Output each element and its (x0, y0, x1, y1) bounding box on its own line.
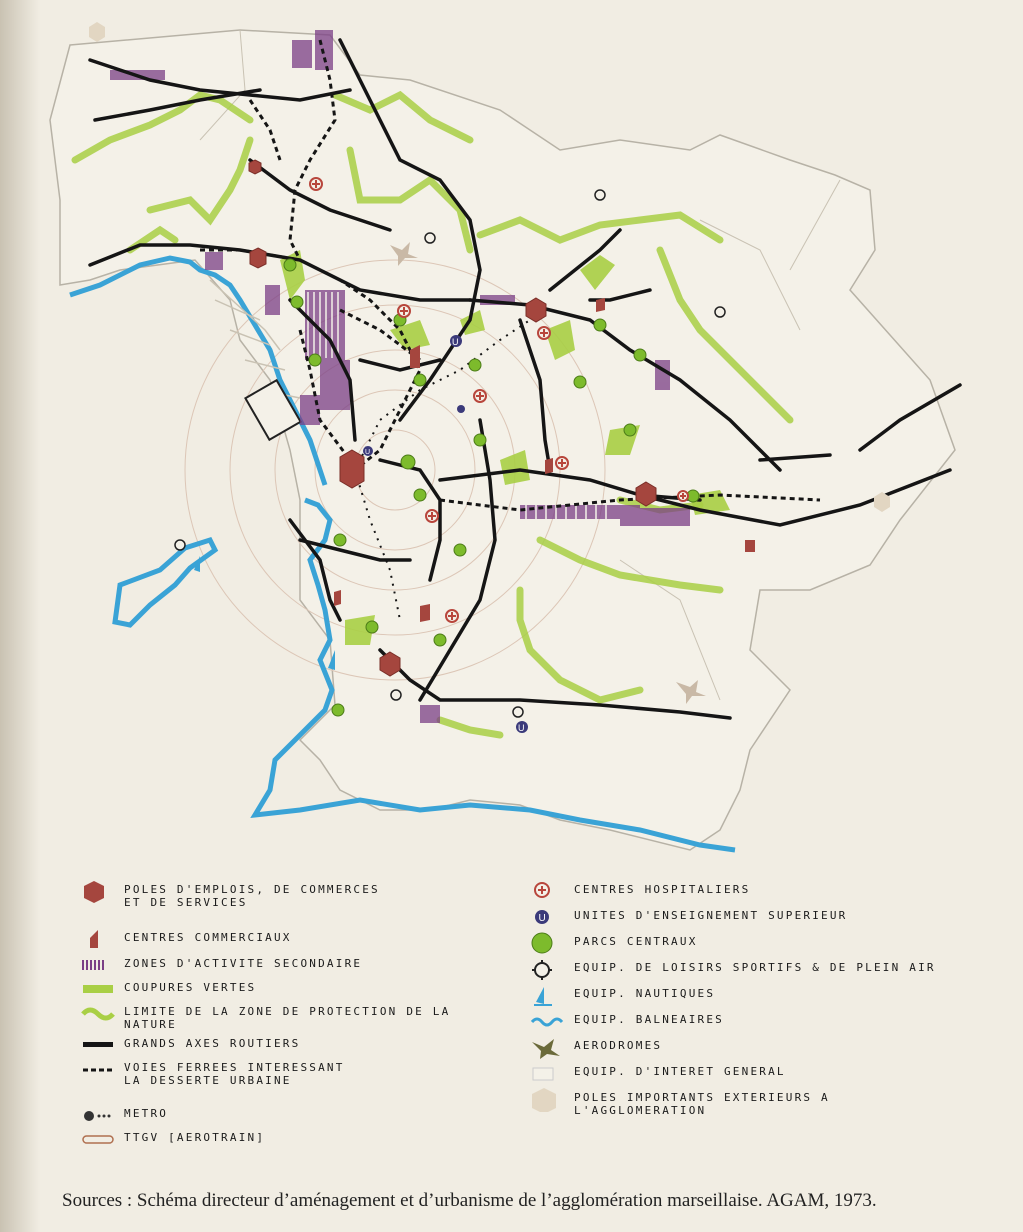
legend-item-metro (80, 1104, 520, 1128)
red-wedge-icon (80, 928, 124, 952)
legend-item-parks (530, 932, 970, 958)
hospital-1 (310, 178, 322, 190)
hospital-6 (446, 610, 458, 622)
pole-northwest (249, 160, 261, 174)
legend-label: GRANDS AXES ROUTIERS (124, 1037, 301, 1050)
university-4 (457, 405, 465, 413)
hospital-8 (678, 491, 688, 501)
legend-label: METRO (124, 1107, 169, 1120)
legend-item-roads (80, 1034, 520, 1058)
legend-label: UNITES D'ENSEIGNEMENT SUPERIEUR (574, 909, 848, 922)
svg-text:U: U (518, 723, 525, 733)
legend-label: EQUIP. D'INTERET GENERAL (574, 1065, 786, 1078)
legend-item-leisure (530, 958, 970, 984)
legend-item-rail (80, 1058, 520, 1104)
legend-item-commercial (80, 928, 520, 954)
sail-icon (530, 984, 574, 1008)
green-band-icon (80, 978, 124, 1002)
airplane-icon (530, 1036, 574, 1060)
metro-icon (80, 1104, 124, 1128)
green-disc-icon (530, 932, 574, 956)
purple-hatch-icon (80, 954, 124, 978)
hospital-cross-icon (530, 880, 574, 904)
green-wave-icon (80, 1002, 124, 1026)
legend-label: ZONES D'ACTIVITE SECONDAIRE (124, 957, 363, 970)
university-2 (363, 446, 373, 456)
sources-caption: Sources : Schéma directeur d’aménagement et d’urbanisme de l’agglomération marseillaise. AGAM, 1973. (62, 1190, 877, 1211)
svg-text:U: U (538, 913, 546, 924)
university-3 (516, 721, 528, 733)
pole-center (340, 450, 364, 488)
legend-label: PARCS CENTRAUX (574, 935, 698, 948)
legend-label: POLES IMPORTANTS EXTERIEURS A L'AGGLOMERATION (574, 1091, 830, 1117)
legend-item-activity (80, 954, 520, 978)
legend-item-ttgv (80, 1128, 520, 1152)
legend-label: TTGV [AEROTRAIN] (124, 1131, 266, 1144)
legend-item-university (530, 906, 970, 932)
svg-text:U: U (452, 337, 459, 347)
legend-item-airport (530, 1036, 970, 1062)
hospital-7 (556, 457, 568, 469)
legend-item-exterior (530, 1088, 970, 1128)
legend-label: CENTRES HOSPITALIERS (574, 883, 751, 896)
red-hexagon-icon (80, 880, 124, 904)
pole-north (250, 248, 266, 268)
legend-item-beach (530, 1010, 970, 1036)
hospital-3 (538, 327, 550, 339)
hospital-2 (398, 305, 410, 317)
legend-item-nautical (530, 984, 970, 1010)
university-1 (450, 335, 462, 347)
hospital-5 (426, 510, 438, 522)
legend-item-general (530, 1062, 970, 1088)
hospital-4 (474, 390, 486, 402)
legend-item-green (80, 978, 520, 1002)
exterior-pole-north (89, 22, 105, 42)
legend-label: EQUIP. DE LOISIRS SPORTIFS & DE PLEIN AIR (574, 961, 936, 974)
frioul-islands (115, 540, 215, 625)
black-line-icon (80, 1034, 124, 1058)
blank-box-icon (530, 1062, 574, 1086)
university-u-icon (530, 906, 574, 930)
legend-label: LIMITE DE LA ZONE DE PROTECTION DE LA NATURE (124, 1005, 451, 1031)
agglomeration-boundary (50, 30, 955, 850)
legend-item-hospital (530, 880, 970, 906)
legend-label: EQUIP. NAUTIQUES (574, 987, 716, 1000)
legend-label: VOIES FERREES INTERESSANT LA DESSERTE URBAINE (124, 1061, 345, 1087)
legend-label: AERODROMES (574, 1039, 663, 1052)
legend-label: COUPURES VERTES (124, 981, 257, 994)
legend-item-nature (80, 1002, 520, 1034)
beige-hexagon-icon (530, 1088, 574, 1112)
dashed-line-icon (80, 1058, 124, 1082)
svg-text:U: U (365, 449, 371, 456)
legend-label: POLES D'EMPLOIS, DE COMMERCES ET DE SERVICES (124, 883, 380, 909)
blue-wave-icon (530, 1010, 574, 1034)
legend-item-poles (80, 880, 520, 928)
double-line-icon (80, 1128, 124, 1152)
legend-left (80, 880, 520, 1152)
legend-label: EQUIP. BALNEAIRES (574, 1013, 724, 1026)
leisure-star-icon (530, 958, 574, 982)
legend-label: CENTRES COMMERCIAUX (124, 931, 292, 944)
legend-right (530, 880, 970, 1128)
